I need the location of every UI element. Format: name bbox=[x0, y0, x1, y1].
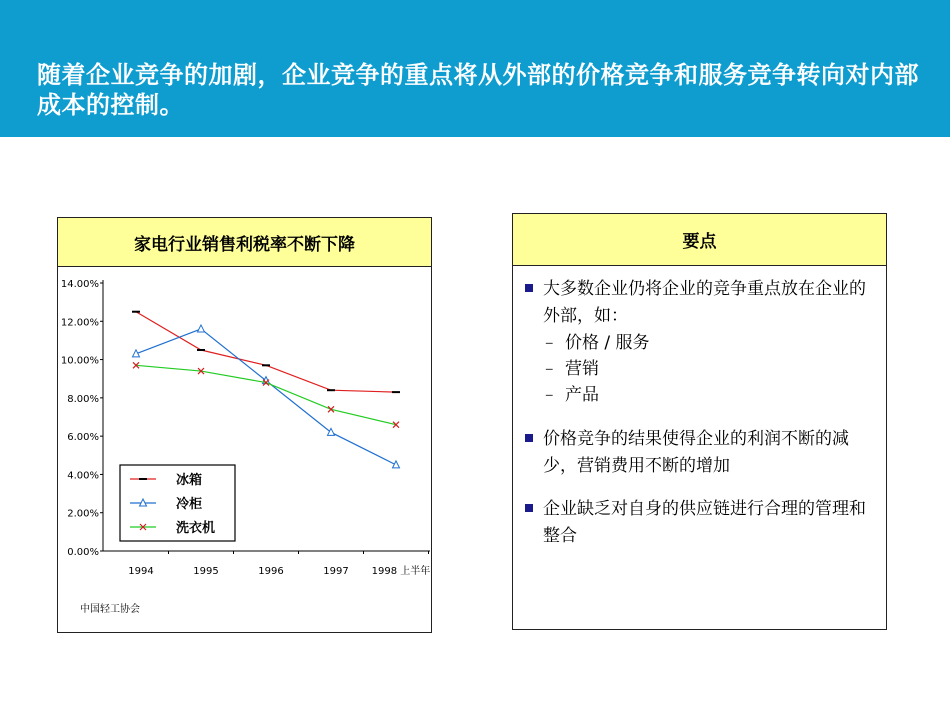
key-point-item bbox=[523, 276, 878, 408]
bullet-square-icon bbox=[525, 504, 533, 512]
series-line-2 bbox=[136, 365, 396, 424]
y-tick-label: 0.00% bbox=[67, 547, 99, 558]
x-tick-label: 1994 bbox=[128, 566, 154, 577]
page-title: 随着企业竞争的加剧，企业竞争的重点将从外部的价格竞争和服务竞争转向对内部成本的控制。 bbox=[37, 61, 919, 119]
x-tick-label: 1998 上半年 bbox=[371, 566, 431, 577]
line-chart bbox=[58, 218, 431, 632]
key-points-panel bbox=[512, 213, 887, 630]
x-tick-label: 1997 bbox=[323, 566, 349, 577]
key-point-text: 企业缺乏对自身的供应链进行合理的管理和整合 bbox=[523, 496, 878, 550]
dash-icon: – bbox=[545, 333, 554, 353]
data-point bbox=[393, 461, 400, 468]
x-tick-label: 1996 bbox=[258, 566, 284, 577]
dash-icon: – bbox=[545, 385, 554, 405]
y-tick-label: 4.00% bbox=[67, 470, 99, 482]
y-tick-label: 8.00% bbox=[67, 393, 99, 405]
key-point-subitem: – 产品 bbox=[523, 382, 878, 408]
key-points-title: 要点 bbox=[513, 214, 886, 266]
key-point-subitem: – 价格 / 服务 bbox=[523, 330, 878, 356]
chart-title: 家电行业销售利税率不断下降 bbox=[58, 218, 431, 267]
y-tick-label: 10.00% bbox=[60, 355, 99, 367]
bullet-square-icon bbox=[525, 434, 533, 442]
y-tick-label: 12.00% bbox=[60, 317, 99, 329]
chart-source: 中国轻工协会 bbox=[80, 604, 140, 615]
dash-icon: – bbox=[545, 359, 554, 379]
series-line-1 bbox=[136, 329, 396, 465]
key-point-item bbox=[523, 426, 878, 480]
legend-label: 冷柜 bbox=[176, 497, 203, 512]
key-point-text: 价格竞争的结果使得企业的利润不断的减少，营销费用不断的增加 bbox=[523, 426, 878, 480]
chart-panel bbox=[57, 217, 432, 633]
y-tick-label: 6.00% bbox=[67, 432, 99, 444]
key-point-subitem: – 营销 bbox=[523, 356, 878, 382]
y-tick-label: 14.00% bbox=[60, 279, 99, 290]
data-point bbox=[198, 325, 205, 332]
x-tick-label: 1995 bbox=[193, 566, 219, 577]
y-tick-label: 2.00% bbox=[67, 508, 99, 520]
key-point-text: 大多数企业仍将企业的竞争重点放在企业的外部，如： bbox=[523, 276, 878, 330]
legend-label: 洗衣机 bbox=[176, 521, 216, 536]
key-point-item bbox=[523, 496, 878, 550]
key-points-list bbox=[523, 276, 878, 566]
data-point bbox=[328, 428, 335, 435]
legend-label: 冰箱 bbox=[176, 473, 203, 488]
header-banner bbox=[0, 0, 950, 137]
bullet-square-icon bbox=[525, 284, 533, 292]
